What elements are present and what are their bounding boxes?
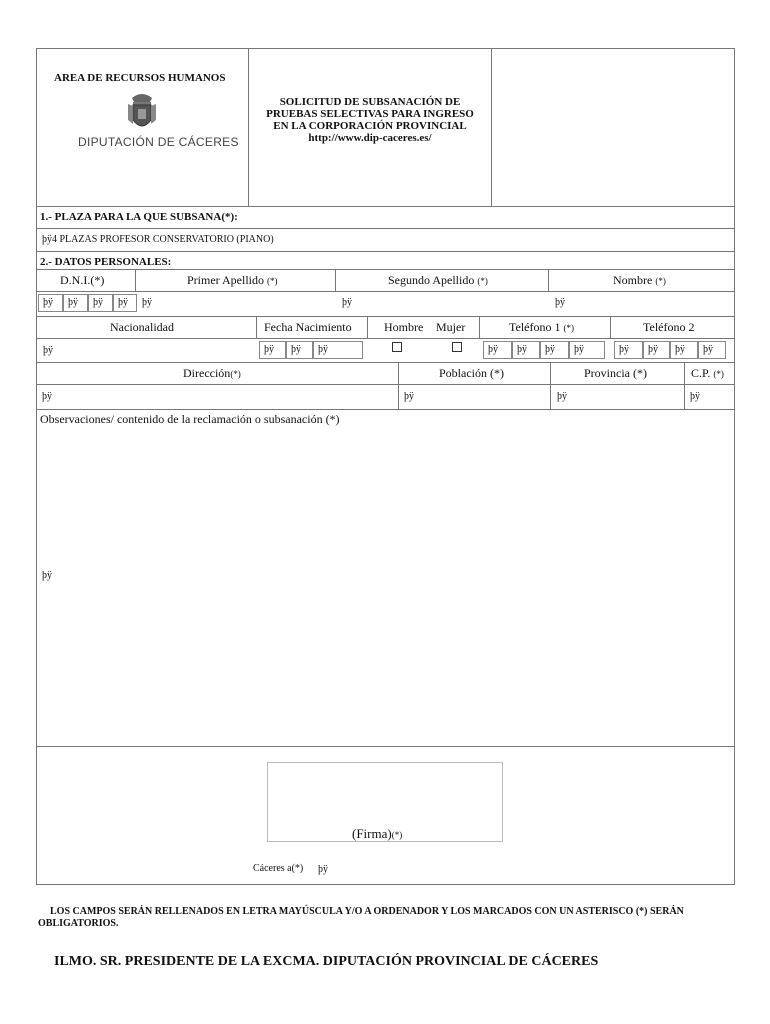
fecha-nacimiento-label: Fecha Nacimiento (264, 320, 352, 334)
nombre-field[interactable]: þÿ (550, 294, 733, 312)
required-mark: (*) (391, 830, 403, 840)
primer-apellido-label (187, 273, 278, 288)
col-divider (256, 316, 257, 338)
row-divider (36, 338, 735, 339)
dni-label: D.N.I.(*) (60, 273, 105, 287)
fecha-year-field[interactable]: þÿ (313, 341, 363, 359)
form-frame (36, 48, 735, 885)
row-divider (36, 316, 735, 317)
nombre-text: Nombre (613, 273, 653, 287)
cp-text: C.P. (691, 366, 711, 380)
direccion-field[interactable]: þÿ (42, 391, 52, 402)
mujer-label: Mujer (436, 320, 466, 334)
observaciones-label: Observaciones/ contenido de la reclamación o subsanación (*) (40, 412, 340, 426)
required-mark: (*) (477, 276, 488, 286)
nombre-label (613, 273, 666, 288)
footer-note: LOS CAMPOS SERÁN RELLENADOS EN LETRA MAYÚSCULA Y/O A ORDENADOR Y LOS MARCADOS CON UN ASTERISCO (*) SERÁN OBLIGATORIOS. (38, 906, 684, 929)
required-mark: (*) (230, 369, 241, 379)
col-divider (684, 362, 685, 409)
addressee: ILMO. SR. PRESIDENTE DE LA EXCMA. DIPUTACIÓN PROVINCIAL DE CÁCERES (54, 954, 599, 969)
caceres-date-field[interactable]: þÿ (318, 864, 328, 875)
telefono2-part-field[interactable]: þÿ (643, 341, 670, 359)
provincia-field[interactable]: þÿ (557, 391, 567, 402)
fecha-day-field[interactable]: þÿ (259, 341, 286, 359)
col-divider (550, 362, 551, 409)
row-divider (36, 746, 735, 747)
fecha-month-field[interactable]: þÿ (286, 341, 313, 359)
row-divider (36, 269, 735, 270)
telefono2-part-field[interactable]: þÿ (614, 341, 643, 359)
required-mark: (*) (267, 276, 278, 286)
title-line: EN LA CORPORACIÓN PROVINCIAL (273, 120, 467, 132)
telefono1-part-field[interactable]: þÿ (512, 341, 540, 359)
required-mark: (*) (563, 323, 574, 333)
row-divider (36, 251, 735, 252)
nacionalidad-field[interactable]: þÿ (38, 342, 256, 360)
nacionalidad-label: Nacionalidad (110, 320, 174, 334)
telefono2-part-field[interactable]: þÿ (670, 341, 698, 359)
section1-heading: 1.- PLAZA PARA LA QUE SUBSANA(*): (40, 211, 238, 223)
hombre-label: Hombre (384, 320, 424, 334)
hombre-checkbox[interactable] (392, 342, 402, 352)
col-divider (548, 269, 549, 291)
observaciones-field[interactable]: þÿ (42, 570, 52, 581)
header-divider (491, 48, 492, 206)
telefono1-part-field[interactable]: þÿ (483, 341, 512, 359)
caceres-date-label: Cáceres a(*) (253, 863, 304, 874)
row-divider (36, 291, 735, 292)
website-link[interactable]: http://www.dip-caceres.es/ (308, 132, 432, 144)
primer-apellido-text: Primer Apellido (187, 273, 264, 287)
dni-digit-field[interactable]: þÿ (38, 294, 63, 312)
segundo-apellido-label (388, 273, 488, 288)
row-divider (36, 384, 735, 385)
firma-label (352, 826, 402, 842)
telefono1-label (509, 320, 574, 335)
cp-field[interactable]: þÿ (690, 391, 700, 402)
telefono2-part-field[interactable]: þÿ (698, 341, 726, 359)
dni-digit-field[interactable]: þÿ (113, 294, 137, 312)
plaza-field[interactable]: þÿ4 PLAZAS PROFESOR CONSERVATORIO (PIANO) (42, 234, 274, 245)
telefono1-text: Teléfono 1 (509, 320, 561, 334)
row-divider (36, 362, 735, 363)
title-line: PRUEBAS SELECTIVAS PARA INGRESO (266, 108, 474, 120)
header-divider (248, 48, 249, 206)
firma-text: (Firma) (352, 826, 392, 841)
col-divider (135, 269, 136, 291)
mujer-checkbox[interactable] (452, 342, 462, 352)
segundo-apellido-text: Segundo Apellido (388, 273, 475, 287)
form-title (250, 96, 490, 144)
coat-of-arms-icon (124, 90, 160, 134)
provincia-label: Provincia (*) (584, 366, 647, 380)
telefono1-part-field[interactable]: þÿ (540, 341, 569, 359)
direccion-label (183, 366, 241, 381)
segundo-apellido-field[interactable]: þÿ (337, 294, 547, 312)
col-divider (335, 269, 336, 291)
row-divider (36, 228, 735, 229)
primer-apellido-field[interactable]: þÿ (137, 294, 336, 312)
direccion-text: Dirección (183, 366, 231, 380)
required-mark: (*) (713, 369, 724, 379)
section2-heading: 2.- DATOS PERSONALES: (40, 256, 172, 268)
dni-digit-field[interactable]: þÿ (63, 294, 88, 312)
row-divider (36, 409, 735, 410)
col-divider (610, 316, 611, 338)
row-divider (36, 206, 735, 207)
department-name: AREA DE RECURSOS HUMANOS (54, 72, 226, 84)
col-divider (398, 362, 399, 409)
logo-text: DIPUTACIÓN DE CÁCERES (78, 135, 239, 149)
dni-digit-field[interactable]: þÿ (88, 294, 113, 312)
col-divider (479, 316, 480, 338)
telefono1-part-field[interactable]: þÿ (569, 341, 605, 359)
required-mark: (*) (655, 276, 666, 286)
poblacion-label: Población (*) (439, 366, 504, 380)
poblacion-field[interactable]: þÿ (404, 391, 414, 402)
telefono2-label: Teléfono 2 (643, 320, 695, 334)
title-line: SOLICITUD DE SUBSANACIÓN DE (279, 96, 461, 108)
col-divider (367, 316, 368, 338)
cp-label (691, 366, 724, 381)
